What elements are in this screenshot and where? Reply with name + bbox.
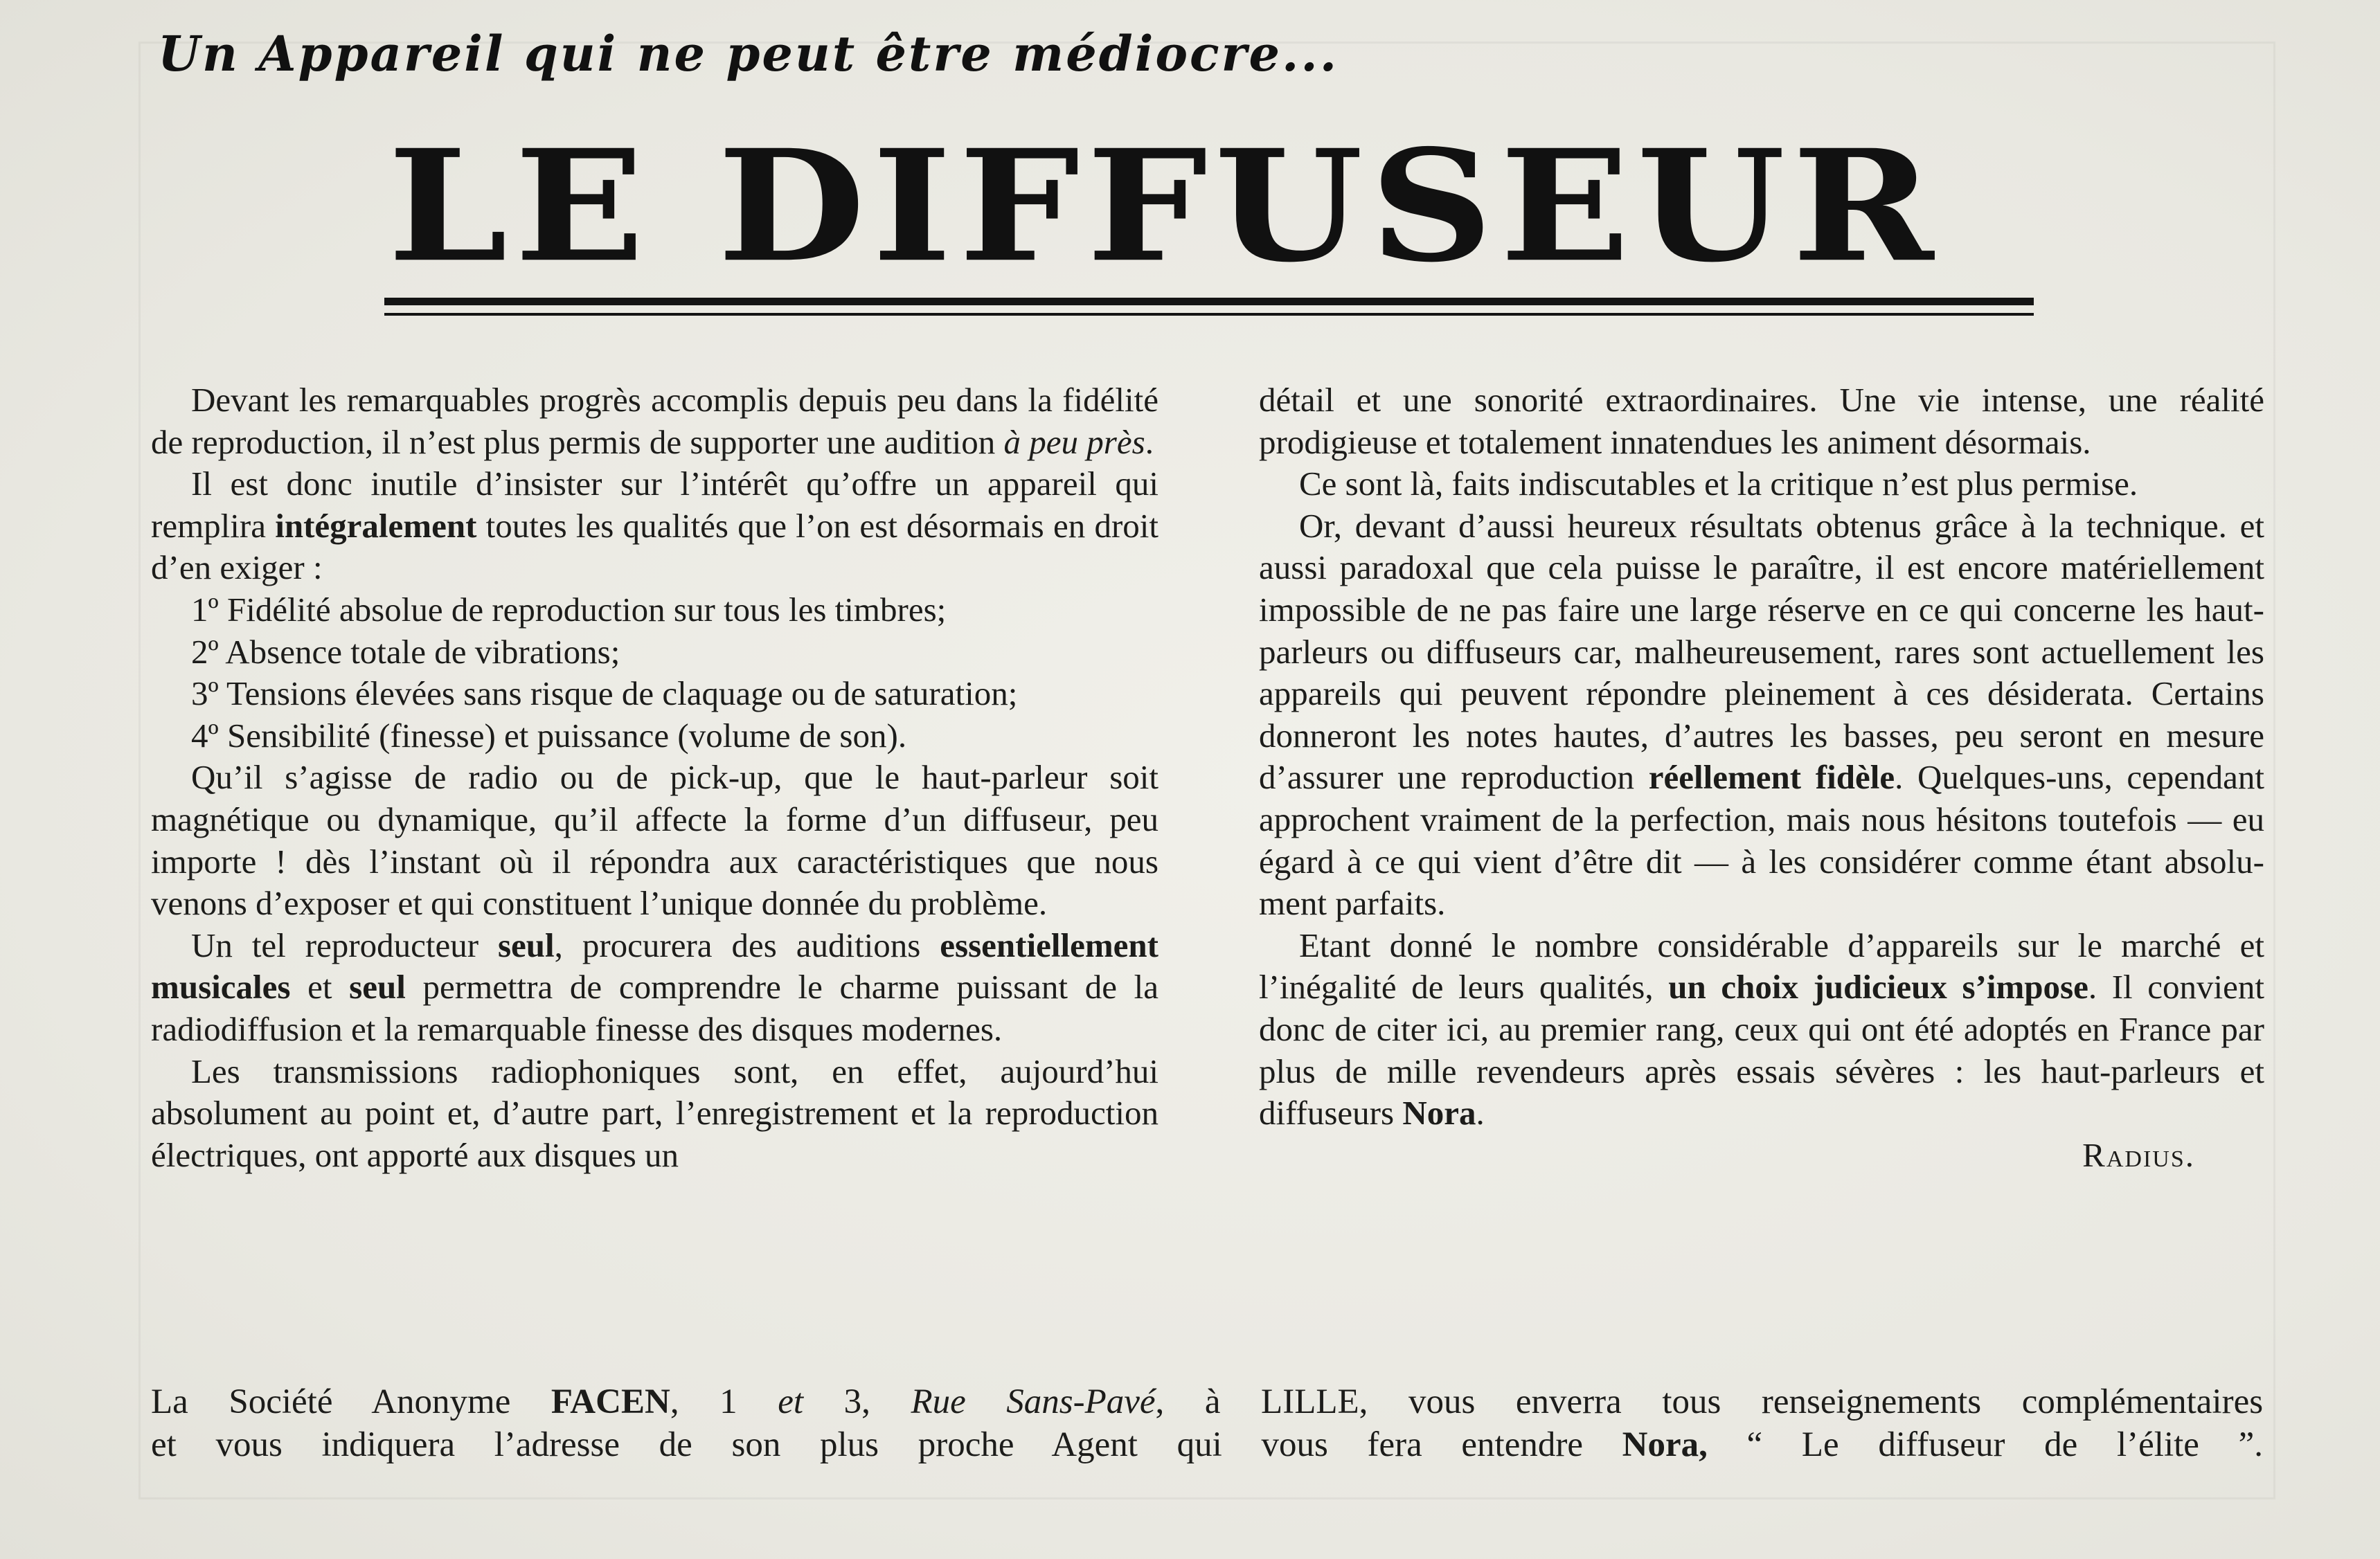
text-run: Il est donc inutile d’insister sur l’intérêt qu’offre un appareil qui remplira [151, 465, 1158, 545]
right-paragraph-2: Ce sont là, faits indiscutables et la critique n’est plus permise. [1299, 465, 2138, 503]
company-name: FACEN [551, 1382, 670, 1421]
text-run: La Société Anonyme [151, 1382, 551, 1421]
italic-run: et [778, 1382, 804, 1421]
text-run: et vous indiquera l’adresse de son plus proche Agent qui vous fera entendre [151, 1425, 1622, 1464]
brand-name: Nora, [1622, 1425, 1708, 1464]
text-run: Un tel reproducteur [191, 926, 498, 964]
text-run: . Quelques-uns, cependant approchent vraiment de la perfection, mais nous hésitons toutefois — eu égard à ce qui vient d’être dit — à les considérer comme étant absolument parfaits. [1259, 758, 2264, 923]
list-item-3: 3º Tensions élevées sans risque de claquage ou de saturation; [191, 674, 1018, 713]
text-run: et [290, 968, 350, 1007]
footer-line-1 [151, 1380, 2263, 1423]
list-item-2: 2º Absence totale de vibrations; [191, 632, 620, 671]
left-paragraph-1 [151, 379, 1158, 463]
footer-line-2 [151, 1423, 2263, 1466]
street-number: 3 [843, 1382, 862, 1421]
bold-run: intégralement [275, 506, 477, 545]
headline-rule-thick [384, 298, 2034, 305]
bold-run: un choix judicieux s’impose [1668, 968, 2088, 1007]
bold-run: Nora [1402, 1094, 1476, 1133]
text-run: . [1145, 422, 1154, 461]
left-paragraph-5: Les transmissions radiophoniques sont, en effet, aujourd’hui absolument au point et, d’autre part, l’enregistrement et la reproduction électriques, ont apporté aux disques un [151, 1052, 1158, 1174]
right-paragraph-4 [1259, 925, 2264, 1135]
footer-notice [151, 1380, 2263, 1466]
left-paragraph-4 [151, 925, 1158, 1051]
right-paragraph-1: détail et une sonorité extraordinaires. Une vie intense, une réalité prodigieuse et totalement innatendues les animent désormais. [1259, 381, 2264, 461]
bold-run: essentiellement musicales [151, 926, 1158, 1007]
bold-run: seul [497, 926, 555, 964]
right-column [1259, 379, 2264, 1176]
left-column [151, 379, 1158, 1176]
text-run: , procurera des auditions [554, 926, 940, 964]
text-run: , à LILLE, vous enverra tous renseignements complémentaires [1155, 1382, 2264, 1421]
text-run: . [1476, 1094, 1485, 1133]
left-paragraph-3: Qu’il s’agisse de radio ou de pick-up, que le haut-parleur soit magnétique ou dynamique, qu’il affecte la forme d’un diffuseur, peu importe ! dès l’instant où il répondra aux caractéristiques que nous venons d’exposer et qui constituent l’unique donnée du problème. [151, 758, 1158, 923]
text-run: toutes les qualités que l’on est désormais en droit d’en exiger : [151, 506, 1158, 587]
text-run [803, 1382, 844, 1421]
list-item-1: 1º Fidélité absolue de reproduction sur tous les timbres; [191, 590, 947, 629]
text-run: , [861, 1382, 911, 1421]
street-number: 1 [719, 1382, 737, 1421]
right-paragraph-3 [1259, 505, 2264, 925]
tagline: Un Appareil qui ne peut être médiocre... [158, 25, 1339, 82]
text-run: Devant les remarquables progrès accomplis depuis peu dans la fidélité de reproduction, il n’est plus permis de supporter une audition [151, 381, 1158, 461]
italic-run: à peu près [1003, 422, 1145, 461]
text-run: Etant donné le nombre considérable d’appareils sur le marché et l’inégalité de leurs qualités, [1259, 926, 2264, 1007]
bold-run: seul [349, 968, 406, 1007]
left-paragraph-2 [151, 463, 1158, 589]
text-run: permettra de comprendre le charme puissant de la radiodiffusion et la remarquable finesse des disques modernes. [151, 968, 1158, 1048]
text-run: , [670, 1382, 720, 1421]
bold-run: réellement fidèle [1648, 758, 1895, 797]
text-run [737, 1382, 778, 1421]
text-run: “ Le diffuseur de l’élite ”. [1707, 1425, 2263, 1464]
street-name: Rue Sans-Pavé [911, 1382, 1156, 1421]
list-item-4: 4º Sensibilité (finesse) et puissance (volume de son). [191, 716, 907, 755]
signature: Radius. [2082, 1135, 2195, 1174]
headline-rule-thin [384, 313, 2034, 316]
headline: LE DIFFUSEUR [388, 116, 1941, 297]
text-run: . Il convient donc de citer ici, au premier rang, ceux qui ont été adoptés en France par plus de mille revendeurs après essais sévères : les haut-parleurs et diffuseurs [1259, 968, 2264, 1133]
text-run: Or, devant d’aussi heureux résultats obtenus grâce à la technique. et aussi paradoxal que cela puisse le paraître, il est encore matériellement impossible de ne pas faire une large réserve en ce qui concerne les haut-parleurs ou diffuseurs car, malheureusement, rares sont actuellement les appareils qui peuvent répondre pleinement à ces désiderata. Certains donneront les notes hautes, d’autres les basses, peu seront en mesure d’assurer une reproduction [1259, 506, 2264, 797]
